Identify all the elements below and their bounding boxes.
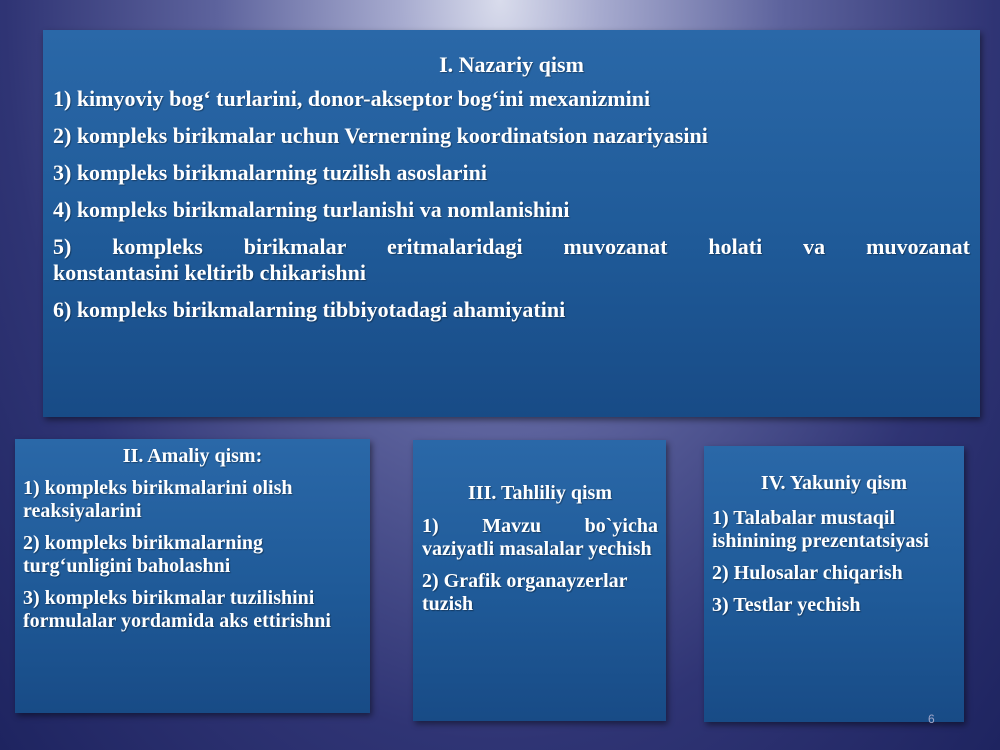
theory-item-2: 2) kompleks birikmalar uchun Vernerning koordinatsion nazariyasini — [53, 123, 708, 148]
theory-item-4: 4) kompleks birikmalarning turlanishi va nomlanishini — [53, 197, 570, 222]
practical-item-2: 2) kompleks birikmalarning turg‘unligini baholashni — [23, 532, 264, 577]
final-item-3: 3) Testlar yechish — [712, 594, 861, 616]
analytical-panel — [413, 440, 666, 721]
theory-item-6: 6) kompleks birikmalarning tibbiyotadagi ahamiyatini — [53, 297, 566, 322]
final-title: IV. Yakuniy qism — [760, 472, 908, 494]
theory-item-3: 3) kompleks birikmalarning tuzilish asoslarini — [53, 160, 487, 185]
analytical-title: III. Tahliliy qism — [468, 482, 612, 504]
theory-title: I. Nazariy qism — [439, 52, 584, 77]
theory-item-5-line-1: 5) kompleks birikmalar eritmalaridagi muvozanat holati va muvozanat — [53, 234, 970, 259]
practical-panel — [15, 439, 370, 713]
final-item-2: 2) Hulosalar chiqarish — [712, 562, 903, 584]
practical-item-1: 1) kompleks birikmalarini olish reaksiyalarini — [23, 477, 293, 522]
theory-panel — [43, 30, 980, 417]
final-panel — [704, 446, 964, 722]
analytical-item-2: 2) Grafik organayzerlar tuzish — [422, 570, 628, 615]
practical-title: II. Amaliy qism: — [122, 445, 263, 467]
theory-item-1: 1) kimyoviy bog‘ turlarini, donor-akseptor bog‘ini mexanizmini — [53, 86, 651, 111]
slide-number: 6 — [928, 712, 935, 726]
final-item-1: 1) Talabalar mustaqil ishinining prezentatsiyasi — [712, 507, 929, 552]
analytical-item-1: 1) Mavzu bo`yicha vaziyatli masalalar yechish — [422, 515, 658, 560]
theory-item-5-line-2: konstantasini keltirib chikarishni — [53, 260, 366, 285]
practical-item-3: 3) kompleks birikmalar tuzilishini formulalar yordamida aks ettirishni — [23, 587, 331, 632]
